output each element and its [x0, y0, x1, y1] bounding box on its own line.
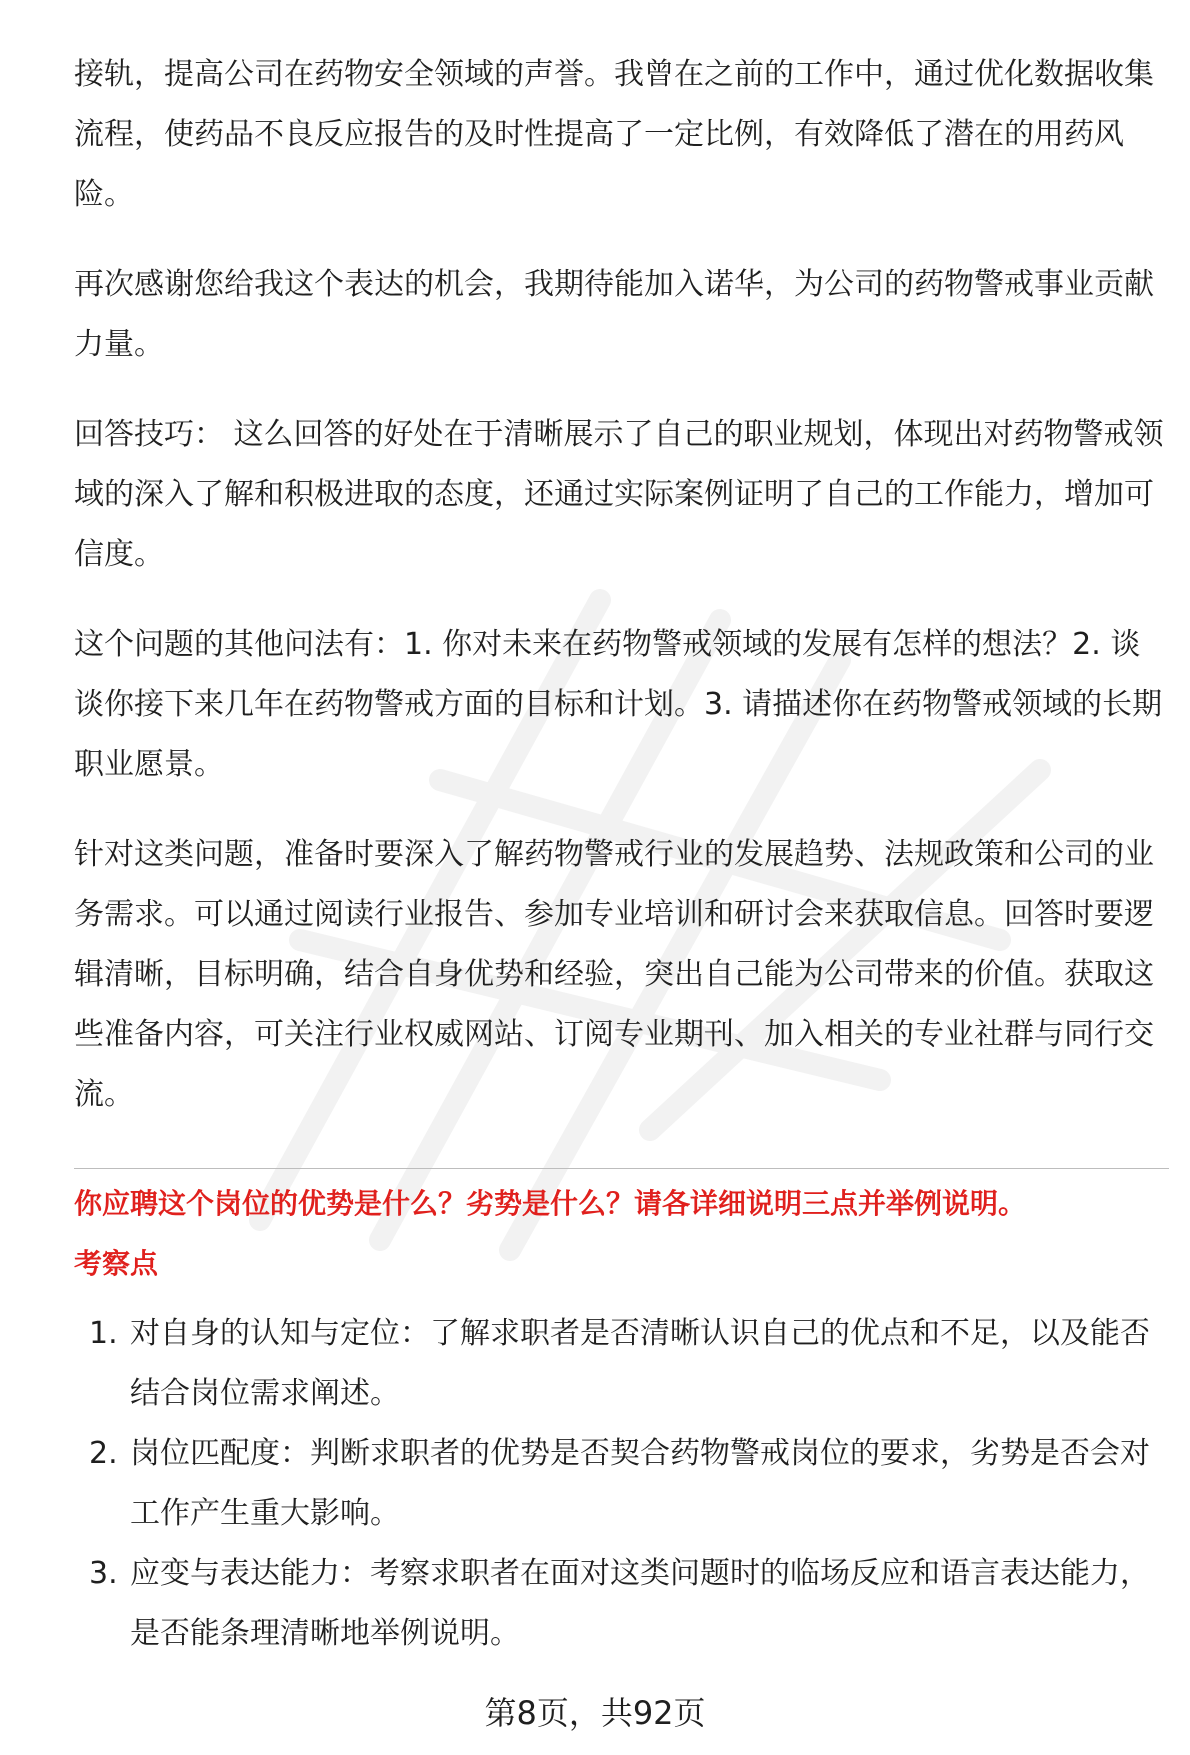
paragraph-alternate-questions: 这个问题的其他问法有：1. 你对未来在药物警戒领域的发展有怎样的想法？2. 谈谈你接下来几年在药物警戒方面的目标和计划。3. 请描述你在药物警戒领域的长期职业愿景。: [74, 627, 1163, 782]
list-item: [74, 1544, 1169, 1664]
evaluation-points-list: [74, 1304, 1169, 1664]
question-heading: 你应聘这个岗位的优势是什么？劣势是什么？请各详细说明三点并举例说明。: [74, 1187, 1027, 1220]
page-number-footer: 第8页，共92页: [484, 1694, 706, 1732]
paragraph-preparation: 针对这类问题，准备时要深入了解药物警戒行业的发展趋势、法规政策和公司的业务需求。可以通过阅读行业报告、参加专业培训和研讨会来获取信息。回答时要逻辑清晰，目标明确，结合自身优势和经验，突出自己能为公司带来的价值。获取这些准备内容，可关注行业权威网站、订阅专业期刊、加入相关的专业社群与同行交流。: [74, 837, 1154, 1112]
paragraph-2: 再次感谢您给我这个表达的机会，我期待能加入诺华，为公司的药物警戒事业贡献力量。: [74, 267, 1154, 362]
list-item-number: 3.: [89, 1556, 118, 1591]
paragraph-answer-tips: 回答技巧： 这么回答的好处在于清晰展示了自己的职业规划，体现出对药物警戒领域的深入了解和积极进取的态度，还通过实际案例证明了自己的工作能力，增加可信度。: [74, 417, 1164, 572]
paragraph-1: 接轨，提高公司在药物安全领域的声誉。我曾在之前的工作中，通过优化数据收集流程，使药品不良反应报告的及时性提高了一定比例，有效降低了潜在的用药风险。: [74, 57, 1154, 212]
section-divider: [74, 1168, 1169, 1169]
list-item-number: 2.: [89, 1436, 118, 1471]
list-item-number: 1.: [89, 1316, 118, 1351]
list-item: [74, 1304, 1169, 1424]
section-title: 考察点: [74, 1247, 159, 1280]
main-content: [74, 45, 1169, 1664]
list-item-text: 对自身的认知与定位：了解求职者是否清晰认识自己的优点和不足，以及能否结合岗位需求阐述。: [130, 1316, 1150, 1411]
list-item-text: 应变与表达能力：考察求职者在面对这类问题时的临场反应和语言表达能力，是否能条理清晰地举例说明。: [130, 1556, 1150, 1651]
list-item: [74, 1424, 1169, 1544]
list-item-text: 岗位匹配度：判断求职者的优势是否契合药物警戒岗位的要求，劣势是否会对工作产生重大影响。: [130, 1436, 1150, 1531]
